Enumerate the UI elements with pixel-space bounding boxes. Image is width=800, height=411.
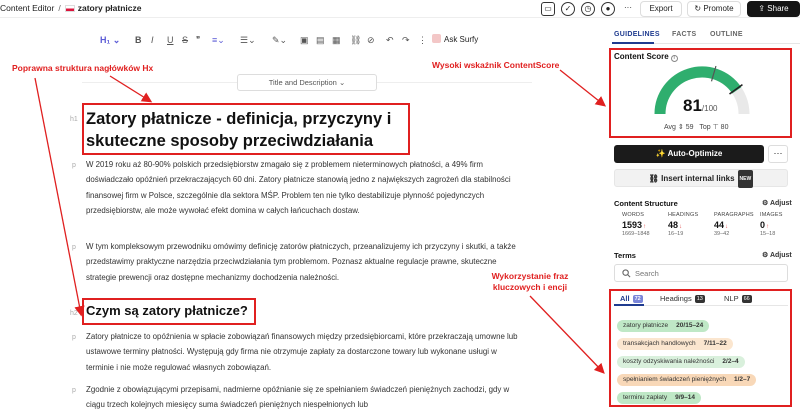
undo-icon[interactable]: ↶: [386, 35, 394, 45]
term-chip[interactable]: [617, 392, 701, 404]
stat-images: [760, 212, 800, 237]
score-benchmarks: [664, 123, 728, 131]
avg-icon: ⇕: [677, 124, 684, 131]
arrow-down-icon: ↓: [679, 224, 683, 230]
top-value: 80: [720, 124, 729, 131]
sliders-icon: ⚙: [762, 252, 770, 259]
stat-label: WORDS: [622, 212, 645, 218]
terms-search-input[interactable]: [614, 264, 788, 282]
section-label: Title and Description: [268, 78, 337, 87]
history-icon[interactable]: ◷: [581, 2, 595, 16]
term-count: 9/9–14: [675, 394, 695, 401]
top-label: Top: [699, 124, 711, 131]
h1-tag: h1: [70, 116, 78, 123]
arrow-down-icon: ↓: [725, 224, 729, 230]
stat-value: 0: [760, 220, 766, 230]
paragraph-1[interactable]: W 2019 roku aż 80-90% polskich przedsiębiorstw zmagało się z problemem nieterminowych płatności, a 49% firm doświadczało opóźnień przekraczających 60 dni. Zatory płatnicze stanowią jedno z największych zagrożeń dla stabilności finansowej firm w Polsce, szczególnie dla sektora MŚP. Problem ten nie tylko destabilizuje płynność pojedynczych przedsiębiorstw, ale może wywołać efekt domina w całych łańcuchach dostaw.: [86, 160, 511, 216]
p-tag: p: [72, 334, 76, 341]
italic-button[interactable]: I: [151, 35, 154, 45]
panel-more-button[interactable]: ···: [768, 145, 788, 163]
export-button[interactable]: Export: [640, 1, 682, 17]
info-icon[interactable]: i: [671, 55, 678, 62]
table-icon[interactable]: ▦: [332, 35, 341, 45]
breadcrumb-separator: /: [58, 3, 61, 13]
insert-links-label: Insert internal links: [661, 174, 735, 183]
tab-label: NLP: [724, 294, 739, 303]
active-tab-indicator: [612, 42, 654, 44]
term-text: terminu zapłaty: [623, 394, 668, 401]
h2-tag: h2: [70, 310, 78, 317]
bold-button[interactable]: B: [135, 35, 142, 45]
score-number: 81: [683, 96, 702, 115]
term-count: 1/2–7: [733, 376, 751, 383]
breadcrumb-document[interactable]: zatory płatnicze: [77, 3, 142, 13]
share-icon: ⇪: [758, 4, 768, 13]
stat-range: 39–42: [714, 231, 730, 237]
structure-adjust-button[interactable]: [762, 199, 792, 207]
annotation-score: Wysoki wskaźnik ContentScore: [432, 60, 560, 70]
stat-value: 48: [668, 220, 679, 230]
arrow-to-h1: [110, 76, 150, 101]
tab-label: Headings: [660, 294, 692, 303]
tab-count-badge: 13: [696, 296, 703, 302]
content-score-label: Content Score: [614, 52, 669, 61]
new-badge: NEW: [738, 170, 754, 188]
document-h1[interactable]: Zatory płatnicze - definicja, przyczyny i skuteczne sposoby przeciwdziałania: [86, 110, 392, 150]
stat-label: IMAGES: [760, 212, 783, 218]
link-icon[interactable]: ⛓: [350, 35, 362, 45]
terms-title: Terms: [614, 251, 636, 260]
term-count: 2/2–4: [722, 358, 739, 365]
content-structure-title: Content Structure: [614, 199, 678, 208]
tab-facts[interactable]: FACTS: [672, 31, 697, 38]
terms-tab-nlp[interactable]: [724, 294, 752, 303]
stat-range: 16–19: [668, 231, 684, 237]
sliders-icon: ⚙: [762, 200, 770, 207]
tab-label: All: [620, 294, 630, 303]
image-icon[interactable]: ▣: [300, 35, 309, 45]
breadcrumb-app[interactable]: Content Editor: [0, 3, 55, 13]
video-icon[interactable]: ▤: [316, 35, 325, 45]
paragraph-2[interactable]: W tym kompleksowym przewodniku omówimy definicję zatorów płatniczych, przeanalizujemy ich przyczyny i skutki, a także przedstawimy praktyczne narzędzia przeciwdziałania tym problemom. Poznasz aktualne regulacje prawne, skuteczne strategie prewencji oraz dostępne mechanizmy dochodzenia należności.: [86, 242, 516, 282]
redo-icon[interactable]: ↷: [402, 35, 410, 45]
auto-optimize-button[interactable]: ✨ Auto-Optimize: [614, 145, 764, 163]
stat-paragraphs: [714, 212, 758, 237]
arrow-to-h2: [35, 78, 81, 314]
tab-count-badge: 72: [634, 296, 641, 302]
term-chip[interactable]: [617, 356, 745, 368]
align-dropdown[interactable]: ≡⌄: [212, 35, 225, 45]
score-max: /100: [701, 104, 718, 113]
content-score-value: [683, 96, 718, 116]
paragraph-3[interactable]: Zatory płatnicze to opóźnienia w spłacie zobowiązań finansowych między przedsiębiorcami, które przekraczają umowne lub ustawowe terminy płatności. Występują gdy firma nie otrzymuje zapłaty za dostarczone towary lub wykonane usługi w terminie i nie może regulować własnych zobowiązań.: [86, 332, 518, 372]
promote-label: Promote: [703, 4, 734, 13]
stat-label: HEADINGS: [668, 212, 699, 218]
tab-guidelines[interactable]: GUIDELINES: [614, 31, 660, 38]
chevron-down-icon: ⌄: [112, 35, 121, 45]
toolbar-more-icon[interactable]: ⋮: [418, 35, 427, 45]
term-text: transakcjach handlowych: [623, 340, 696, 347]
term-chip[interactable]: [617, 320, 709, 332]
adjust-label: Adjust: [769, 252, 792, 259]
chevron-down-icon: ⌄: [338, 78, 346, 87]
users-icon[interactable]: ●: [601, 2, 615, 16]
avg-label: Avg: [664, 124, 676, 131]
stat-value: 1593: [622, 220, 643, 230]
stat-label: PARAGRAPHS: [714, 212, 754, 218]
ask-surfy-label: Ask Surfy: [444, 35, 479, 44]
clear-format-icon[interactable]: ⊘: [367, 35, 375, 45]
more-icon[interactable]: ···: [624, 3, 632, 12]
heading-label: H₁: [100, 35, 111, 45]
quote-icon[interactable]: ❞: [196, 35, 201, 44]
stat-range: 1669–1848: [622, 231, 650, 237]
arrow-to-terms: [530, 296, 603, 372]
top-icon: ⊤: [712, 124, 719, 131]
p-tag: p: [72, 162, 76, 169]
term-count: 7/11–22: [703, 340, 727, 347]
term-text: spełnianiem świadczeń pieniężnych: [623, 376, 726, 383]
terms-tab-all[interactable]: [620, 294, 643, 303]
stat-words: [622, 212, 666, 237]
check-icon[interactable]: ✓: [561, 2, 575, 16]
terms-tab-headings[interactable]: [660, 294, 705, 303]
comment-icon[interactable]: ▭: [541, 2, 555, 16]
stat-range: 15–18: [760, 231, 776, 237]
stat-value: 44: [714, 220, 725, 230]
promote-icon: ↻: [694, 4, 704, 13]
panel-tabs: [612, 28, 800, 44]
insert-internal-links-button[interactable]: [614, 169, 788, 187]
p-tag: p: [72, 244, 76, 251]
term-text: koszty odzyskiwania należności: [623, 358, 715, 365]
link-icon: ⛓: [648, 174, 662, 183]
term-chip[interactable]: [617, 374, 756, 386]
adjust-label: Adjust: [769, 200, 792, 207]
document-h2[interactable]: Czym są zatory płatnicze?: [86, 303, 248, 318]
list-dropdown[interactable]: ☰⌄: [240, 35, 256, 45]
annotation-headers: Poprawna struktura nagłówków Hx: [12, 63, 154, 73]
arrow-up-icon: ↑: [643, 224, 647, 230]
search-icon: [622, 269, 631, 278]
arrow-to-score: [560, 70, 604, 105]
share-label: Share: [767, 4, 789, 13]
highlight-dropdown[interactable]: ✎⌄: [272, 35, 288, 45]
p-tag: p: [72, 387, 76, 394]
term-count: 20/15–24: [676, 322, 704, 329]
term-text: zatory płatnicze: [623, 322, 669, 329]
search-placeholder: Search: [635, 269, 659, 278]
content-score-title: [614, 52, 678, 62]
avg-value: 59: [685, 124, 694, 131]
tab-count-badge: 66: [743, 296, 750, 302]
term-chip[interactable]: [617, 338, 733, 350]
underline-button[interactable]: U: [167, 35, 174, 45]
annotation-terms: Wykorzystanie fraz kluczowych i encji: [491, 271, 569, 292]
strikethrough-button[interactable]: S: [182, 35, 189, 45]
terms-active-tab-indicator: [614, 304, 644, 306]
terms-adjust-button[interactable]: [762, 251, 792, 259]
arrow-up-icon: ↑: [766, 224, 770, 230]
paragraph-4[interactable]: Zgodnie z obowiązującymi przepisami, nadmierne opóźnianie się ze spełnianiem świadczeń pieniężnych zachodzi, gdy w ciągu trzech kolejnych miesięcy suma świadczeń pieniężnych niespełnionych lub: [86, 385, 510, 410]
tab-outline[interactable]: OUTLINE: [710, 31, 743, 38]
stat-headings: [668, 212, 712, 237]
